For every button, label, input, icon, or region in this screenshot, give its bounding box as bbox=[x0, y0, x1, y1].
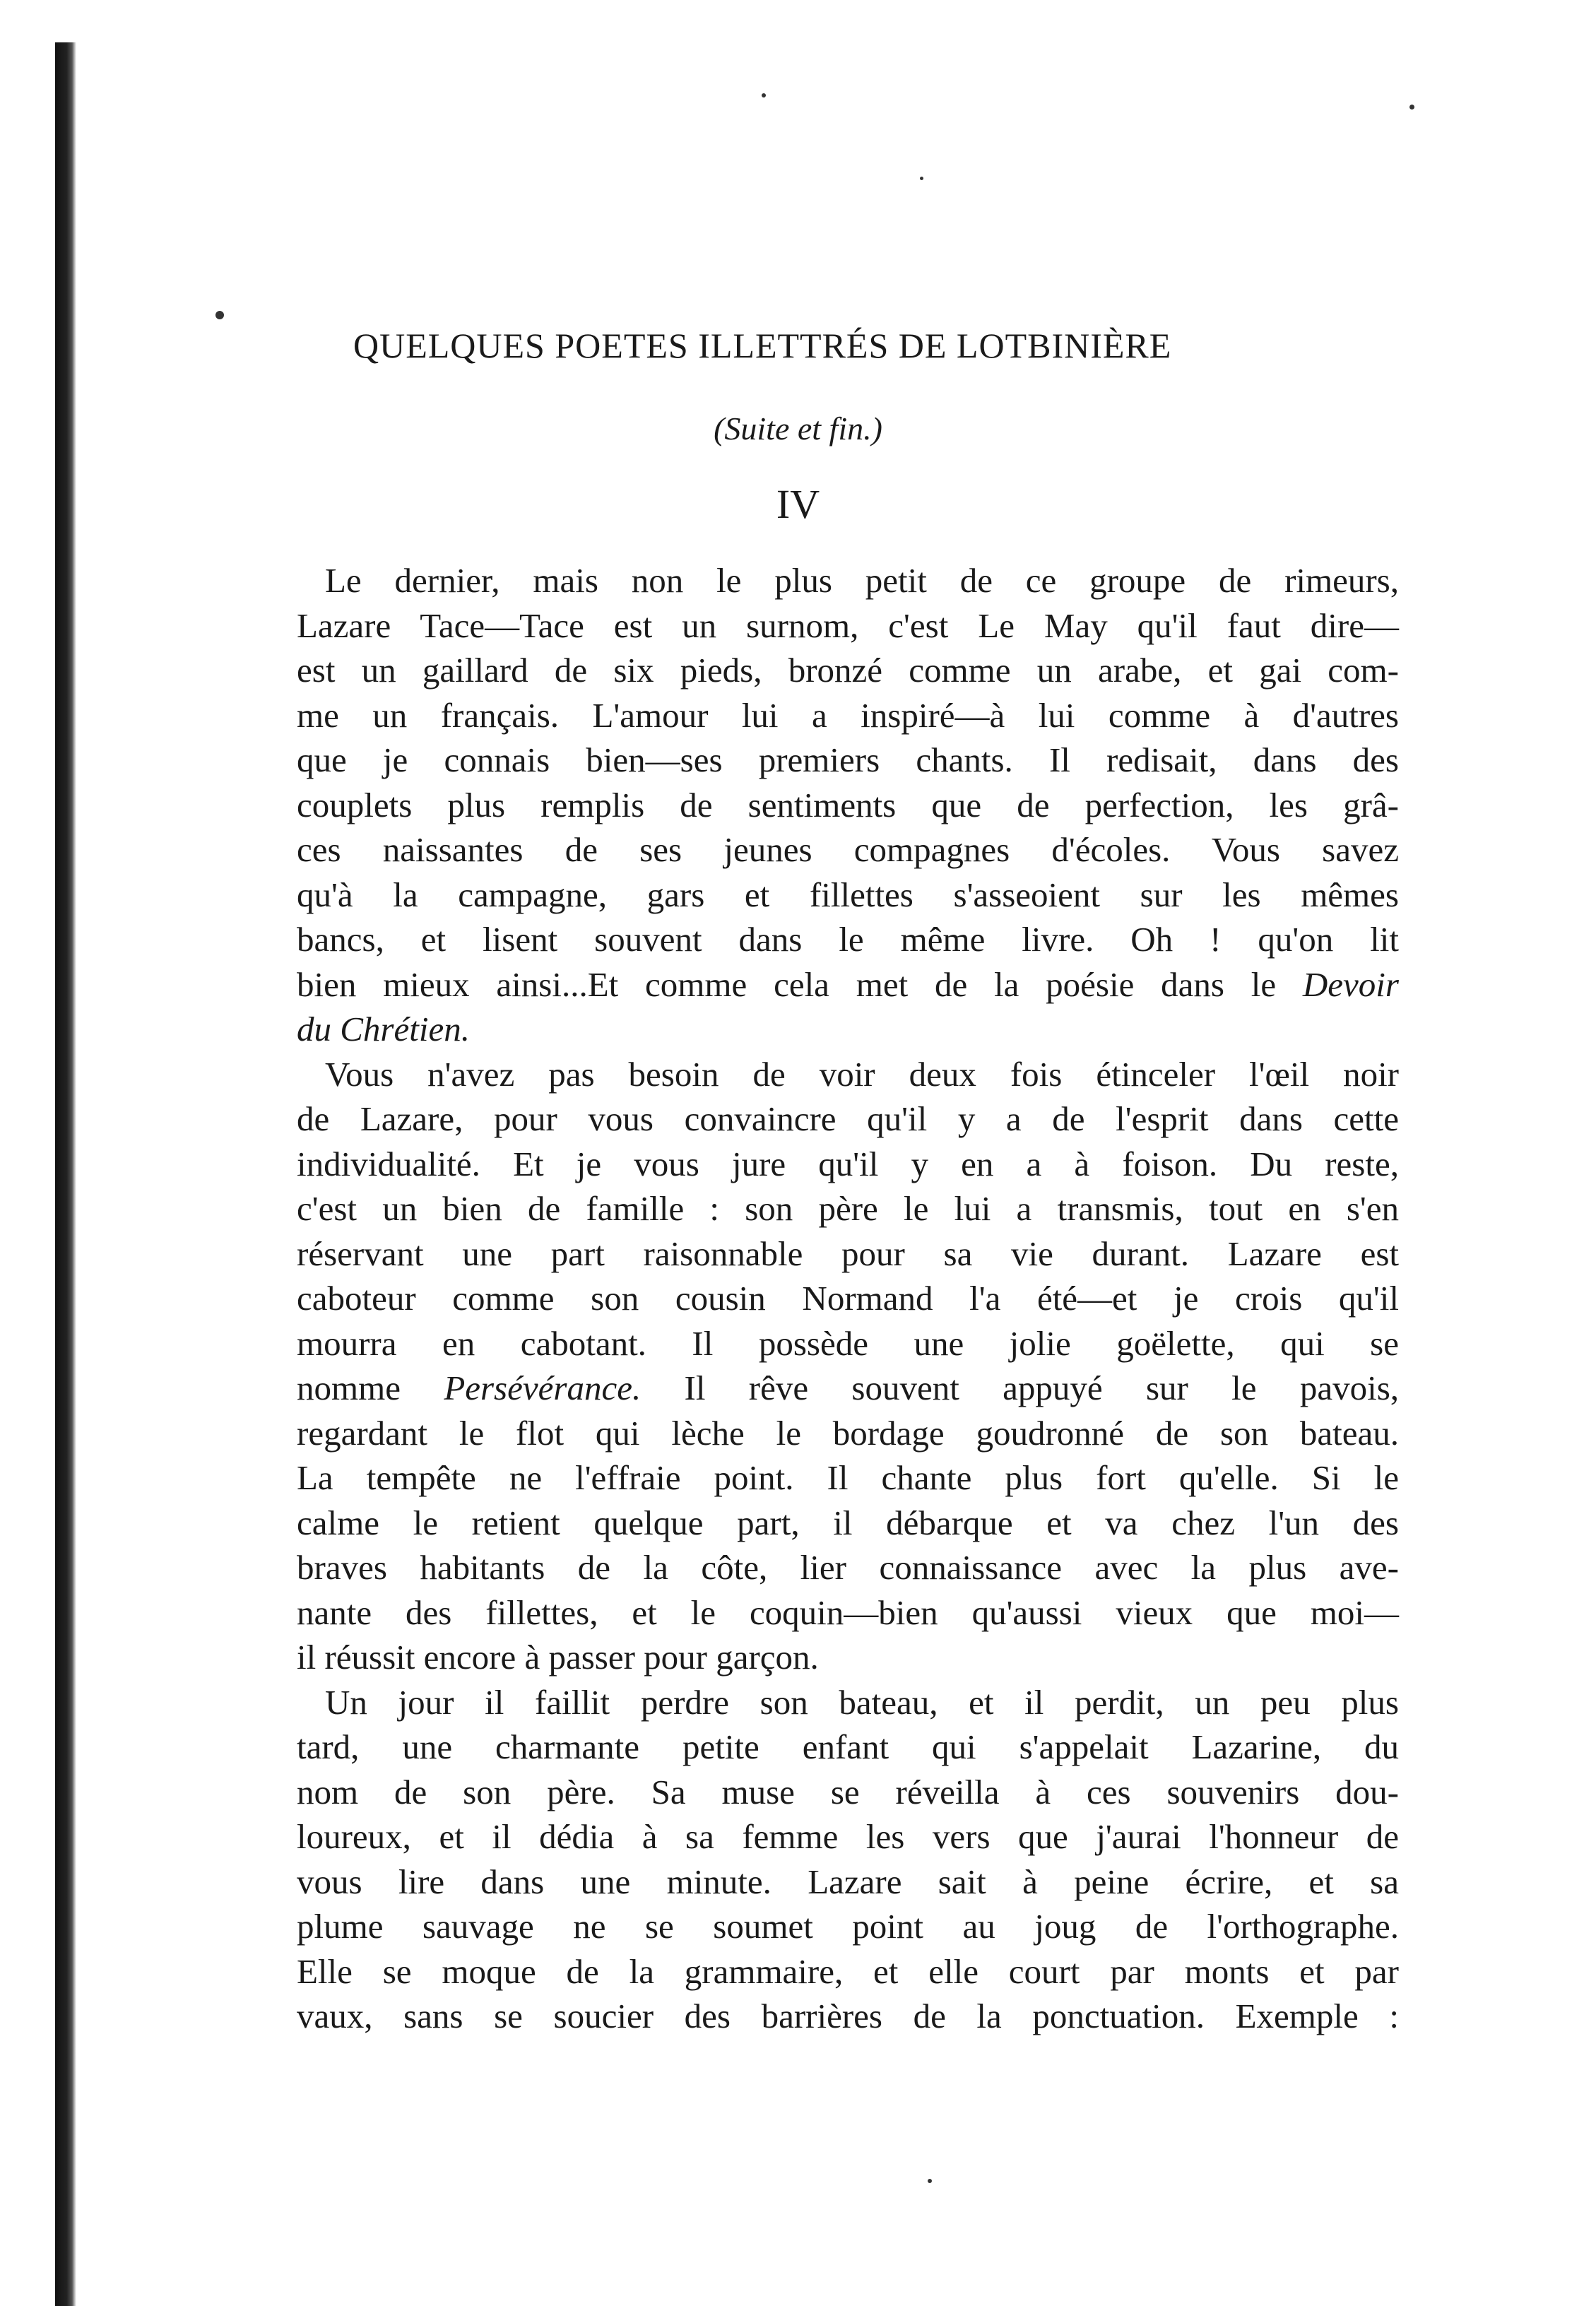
text-segment: bien mieux ainsi...Et comme cela met de la poésie dans le bbox=[297, 964, 1277, 1004]
text-line: vaux, sans se soucier des barrières de la ponctuation. Exemple : bbox=[297, 1997, 1399, 2035]
text-line: vous lire dans une minute. Lazare sait à peine écrire, et sa bbox=[297, 1862, 1399, 1901]
text-line: que je connais bien—ses premiers chants. Il redisait, dans des bbox=[297, 740, 1399, 779]
text-line bbox=[297, 1007, 1399, 1052]
italic-title: Devoir bbox=[1302, 964, 1399, 1004]
text-line bbox=[297, 1366, 1399, 1411]
text-line: calme le retient quelque part, il débarque et va chez l'un des bbox=[297, 1503, 1399, 1542]
text-line: qu'à la campagne, gars et fillettes s'asseoient sur les mêmes bbox=[297, 875, 1399, 914]
text-line: plume sauvage ne se soumet point au joug de l'orthographe. bbox=[297, 1907, 1399, 1946]
text-segment: nomme bbox=[297, 1368, 401, 1407]
paragraph-1 bbox=[297, 558, 1399, 1052]
section-number: IV bbox=[776, 481, 820, 527]
paragraph-3 bbox=[297, 1680, 1399, 2039]
text-line: individualité. Et je vous jure qu'il y en a à foison. Du reste, bbox=[297, 1144, 1399, 1183]
text-line: Lazare Tace—Tace est un surnom, c'est Le May qu'il faut dire— bbox=[297, 605, 1399, 645]
text-line: me un français. L'amour lui a inspiré—à lui comme à d'autres bbox=[297, 695, 1399, 735]
italic-title: du Chrétien. bbox=[297, 1010, 470, 1048]
text-line: nante des fillettes, et le coquin—bien qu'aussi vieux que moi— bbox=[297, 1592, 1399, 1632]
text-line: tard, une charmante petite enfant qui s'appelait Lazarine, du bbox=[297, 1727, 1399, 1766]
text-line: loureux, et il dédia à sa femme les vers que j'aurai l'honneur de bbox=[297, 1817, 1399, 1856]
text-line: c'est un bien de famille : son père le lui a transmis, tout en s'en bbox=[297, 1189, 1399, 1228]
body-text bbox=[297, 558, 1399, 2039]
text-line: braves habitants de la côte, lier connaissance avec la plus ave- bbox=[297, 1548, 1399, 1587]
text-line: La tempête ne l'effraie point. Il chante plus fort qu'elle. Si le bbox=[297, 1458, 1399, 1497]
text-line: Le dernier, mais non le plus petit de ce groupe de rimeurs, bbox=[325, 561, 1399, 600]
text-segment: Il rêve souvent appuyé sur le pavois, bbox=[684, 1368, 1400, 1407]
boat-name: Persévérance. bbox=[444, 1368, 642, 1407]
print-speck bbox=[920, 177, 923, 180]
text-line: Elle se moque de la grammaire, et elle court par monts et par bbox=[297, 1951, 1399, 1991]
print-speck bbox=[215, 311, 224, 319]
text-line: mourra en cabotant. Il possède une jolie goëlette, qui se bbox=[297, 1323, 1399, 1363]
text-line: regardant le flot qui lèche le bordage goudronné de son bateau. bbox=[297, 1413, 1399, 1453]
text-line: il réussit encore à passer pour garçon. bbox=[297, 1638, 819, 1677]
text-line: Vous n'avez pas besoin de voir deux fois étinceler l'œil noir bbox=[325, 1054, 1399, 1094]
text-line: réservant une part raisonnable pour sa vie durant. Lazare est bbox=[297, 1234, 1399, 1273]
print-speck bbox=[928, 2179, 932, 2183]
text-line: couplets plus remplis de sentiments que de perfection, les grâ- bbox=[297, 785, 1399, 824]
subtitle: (Suite et fin.) bbox=[714, 410, 882, 447]
print-speck bbox=[1409, 105, 1414, 110]
page-title: QUELQUES POETES ILLETTRÉS DE LOTBINIÈRE bbox=[353, 326, 1172, 365]
book-spine-shadow bbox=[55, 42, 76, 2306]
text-line bbox=[297, 962, 1399, 1007]
text-line: est un gaillard de six pieds, bronzé comme un arabe, et gai com- bbox=[297, 651, 1399, 690]
text-line: de Lazare, pour vous convaincre qu'il y a de l'esprit dans cette bbox=[297, 1099, 1399, 1138]
text-line: Un jour il faillit perdre son bateau, et il perdit, un peu plus bbox=[325, 1682, 1399, 1722]
print-speck bbox=[762, 93, 766, 97]
paragraph-2 bbox=[297, 1052, 1399, 1680]
text-line: bancs, et lisent souvent dans le même livre. Oh ! qu'on lit bbox=[297, 920, 1399, 959]
text-line: ces naissantes de ses jeunes compagnes d'écoles. Vous savez bbox=[297, 830, 1399, 869]
text-line: nom de son père. Sa muse se réveilla à ces souvenirs dou- bbox=[297, 1772, 1399, 1811]
text-line: caboteur comme son cousin Normand l'a été—et je crois qu'il bbox=[297, 1279, 1399, 1318]
